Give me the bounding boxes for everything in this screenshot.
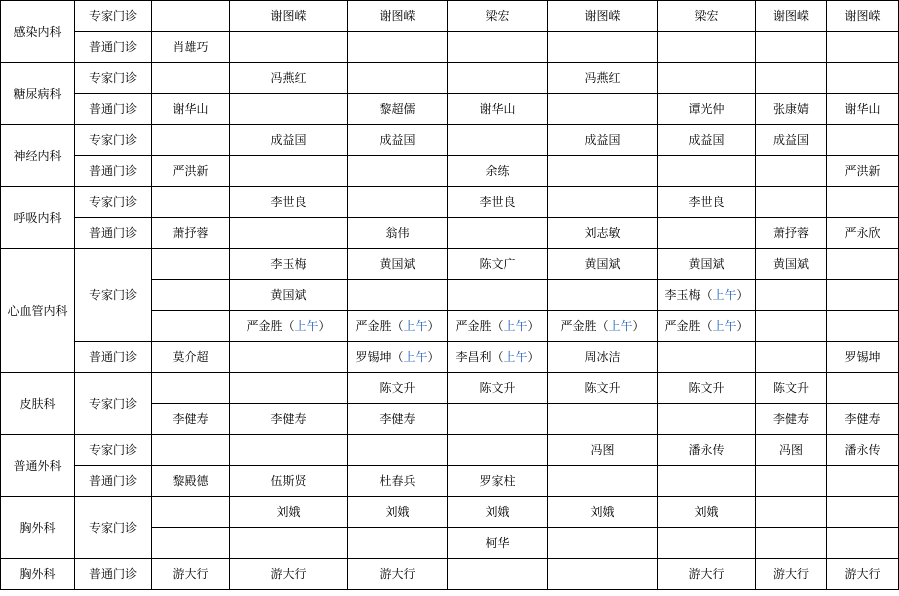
clinic-type-cell: 普通门诊 (75, 559, 152, 590)
doctor-cell: 黄国斌 (230, 280, 348, 311)
clinic-type-cell: 专家门诊 (75, 1, 152, 32)
doctor-cell (827, 125, 899, 156)
department-cell: 皮肤科 (1, 373, 75, 435)
doctor-cell (658, 466, 756, 497)
doctor-cell: 谢图嵘 (827, 1, 899, 32)
doctor-cell (230, 156, 348, 187)
doctor-cell: 游大行 (152, 559, 230, 590)
table-row (1, 125, 899, 156)
doctor-cell: 肖雄巧 (152, 32, 230, 63)
doctor-cell: 罗锡坤 (827, 342, 899, 373)
doctor-cell (827, 63, 899, 94)
doctor-cell: 李世良 (658, 187, 756, 218)
doctor-cell: 莫介超 (152, 342, 230, 373)
doctor-cell (448, 280, 548, 311)
table-row (1, 342, 899, 373)
table-row (1, 435, 899, 466)
doctor-cell (658, 32, 756, 63)
doctor-cell (827, 311, 899, 342)
doctor-cell: 萧抒蓉 (152, 218, 230, 249)
doctor-cell (348, 156, 448, 187)
doctor-cell (827, 373, 899, 404)
doctor-cell (230, 435, 348, 466)
doctor-cell: 成益国 (348, 125, 448, 156)
doctor-cell: 李健寿 (756, 404, 827, 435)
doctor-cell (448, 435, 548, 466)
doctor-cell: 游大行 (658, 559, 756, 590)
doctor-cell (658, 156, 756, 187)
doctor-cell: 严洪新 (152, 156, 230, 187)
doctor-cell (448, 218, 548, 249)
doctor-cell (348, 280, 448, 311)
doctor-cell (348, 63, 448, 94)
doctor-cell: 谢华山 (827, 94, 899, 125)
doctor-cell (658, 404, 756, 435)
doctor-cell: 李健寿 (827, 404, 899, 435)
doctor-cell (548, 94, 658, 125)
department-cell: 普通外科 (1, 435, 75, 497)
doctor-cell: 柯华 (448, 528, 548, 559)
doctor-cell: 陈文升 (348, 373, 448, 404)
doctor-cell: 刘娥 (230, 497, 348, 528)
doctor-cell (548, 559, 658, 590)
doctor-cell: 萧抒蓉 (756, 218, 827, 249)
doctor-cell (448, 559, 548, 590)
clinic-type-cell: 专家门诊 (75, 125, 152, 156)
doctor-cell: 余练 (448, 156, 548, 187)
doctor-cell: 黄国斌 (348, 249, 448, 280)
doctor-cell: 黄国斌 (756, 249, 827, 280)
doctor-cell (230, 342, 348, 373)
doctor-cell: 冯图 (756, 435, 827, 466)
doctor-cell: 谭光仲 (658, 94, 756, 125)
doctor-cell: 谢图嵘 (348, 1, 448, 32)
doctor-cell (152, 373, 230, 404)
table-row (1, 559, 899, 590)
doctor-cell: 陈文广 (448, 249, 548, 280)
doctor-cell: 游大行 (756, 559, 827, 590)
doctor-cell (548, 280, 658, 311)
doctor-cell: 张康婧 (756, 94, 827, 125)
doctor-cell: 严洪新 (827, 156, 899, 187)
doctor-cell: 李昌利（上午） (448, 342, 548, 373)
doctor-cell: 严金胜（上午） (658, 311, 756, 342)
department-cell: 胸外科 (1, 559, 75, 590)
doctor-cell: 成益国 (658, 125, 756, 156)
doctor-cell (756, 280, 827, 311)
department-cell: 胸外科 (1, 497, 75, 559)
doctor-cell: 严金胜（上午） (348, 311, 448, 342)
doctor-cell (448, 404, 548, 435)
doctor-cell (152, 187, 230, 218)
doctor-cell: 罗家柱 (448, 466, 548, 497)
doctor-cell: 陈文升 (658, 373, 756, 404)
department-cell: 感染内科 (1, 1, 75, 63)
table-row (1, 249, 899, 280)
doctor-cell (756, 466, 827, 497)
doctor-cell (548, 32, 658, 63)
doctor-cell (448, 125, 548, 156)
doctor-cell: 刘娥 (548, 497, 658, 528)
doctor-cell: 刘娥 (658, 497, 756, 528)
doctor-cell (827, 280, 899, 311)
doctor-cell (658, 342, 756, 373)
doctor-cell: 谢华山 (448, 94, 548, 125)
doctor-cell: 谢华山 (152, 94, 230, 125)
doctor-cell: 刘娥 (448, 497, 548, 528)
doctor-cell: 黄国斌 (548, 249, 658, 280)
doctor-cell: 严金胜（上午） (448, 311, 548, 342)
doctor-cell (827, 466, 899, 497)
table-row (1, 32, 899, 63)
doctor-cell (658, 528, 756, 559)
table-row (1, 156, 899, 187)
doctor-cell (756, 497, 827, 528)
doctor-cell: 刘娥 (348, 497, 448, 528)
doctor-cell: 黎殿德 (152, 466, 230, 497)
doctor-cell: 陈文升 (756, 373, 827, 404)
doctor-cell (756, 342, 827, 373)
doctor-cell: 翁伟 (348, 218, 448, 249)
doctor-cell: 游大行 (348, 559, 448, 590)
doctor-cell: 冯燕红 (230, 63, 348, 94)
department-cell: 神经内科 (1, 125, 75, 187)
doctor-cell: 严金胜（上午） (230, 311, 348, 342)
doctor-cell (548, 466, 658, 497)
doctor-cell: 谢图嵘 (230, 1, 348, 32)
doctor-cell (756, 32, 827, 63)
doctor-cell (152, 63, 230, 94)
doctor-cell (230, 94, 348, 125)
table-row (1, 94, 899, 125)
doctor-cell (152, 497, 230, 528)
doctor-cell: 罗锡坤（上午） (348, 342, 448, 373)
doctor-cell (827, 497, 899, 528)
doctor-cell (548, 187, 658, 218)
doctor-cell: 陈文升 (548, 373, 658, 404)
doctor-cell: 李玉梅（上午） (658, 280, 756, 311)
doctor-cell (348, 435, 448, 466)
doctor-cell (230, 373, 348, 404)
doctor-cell: 周冰洁 (548, 342, 658, 373)
doctor-cell: 李健寿 (152, 404, 230, 435)
table-row (1, 1, 899, 32)
clinic-type-cell: 专家门诊 (75, 63, 152, 94)
table-row (1, 466, 899, 497)
clinic-type-cell: 普通门诊 (75, 94, 152, 125)
doctor-cell: 黎超儒 (348, 94, 448, 125)
doctor-cell: 刘志敏 (548, 218, 658, 249)
doctor-cell: 成益国 (230, 125, 348, 156)
clinic-type-cell: 专家门诊 (75, 187, 152, 218)
doctor-cell: 梁宏 (658, 1, 756, 32)
table-row (1, 63, 899, 94)
doctor-cell (756, 528, 827, 559)
doctor-cell (152, 1, 230, 32)
doctor-cell (152, 311, 230, 342)
clinic-type-cell: 普通门诊 (75, 218, 152, 249)
doctor-cell (756, 311, 827, 342)
department-cell: 心血管内科 (1, 249, 75, 373)
table-row (1, 373, 899, 404)
clinic-type-cell: 专家门诊 (75, 249, 152, 342)
doctor-cell (348, 528, 448, 559)
doctor-cell (548, 528, 658, 559)
doctor-cell (756, 187, 827, 218)
doctor-cell (756, 63, 827, 94)
doctor-cell: 李世良 (230, 187, 348, 218)
doctor-cell (827, 187, 899, 218)
doctor-cell (658, 218, 756, 249)
doctor-cell (348, 187, 448, 218)
doctor-cell (827, 32, 899, 63)
doctor-cell (827, 249, 899, 280)
doctor-cell: 黄国斌 (658, 249, 756, 280)
clinic-type-cell: 普通门诊 (75, 466, 152, 497)
clinic-type-cell: 专家门诊 (75, 373, 152, 435)
doctor-cell (152, 125, 230, 156)
doctor-cell: 梁宏 (448, 1, 548, 32)
clinic-type-cell: 专家门诊 (75, 435, 152, 466)
doctor-cell: 严永欣 (827, 218, 899, 249)
doctor-cell (448, 32, 548, 63)
doctor-cell (548, 156, 658, 187)
doctor-cell: 冯图 (548, 435, 658, 466)
doctor-cell (152, 528, 230, 559)
doctor-cell: 李玉梅 (230, 249, 348, 280)
clinic-type-cell: 普通门诊 (75, 32, 152, 63)
doctor-cell (827, 528, 899, 559)
doctor-cell: 李健寿 (348, 404, 448, 435)
doctor-cell: 游大行 (230, 559, 348, 590)
table-row (1, 218, 899, 249)
doctor-cell (548, 404, 658, 435)
doctor-cell (658, 63, 756, 94)
doctor-cell (152, 249, 230, 280)
doctor-cell (230, 528, 348, 559)
doctor-cell: 李健寿 (230, 404, 348, 435)
department-cell: 糖尿病科 (1, 63, 75, 125)
doctor-cell: 李世良 (448, 187, 548, 218)
doctor-cell (152, 280, 230, 311)
clinic-type-cell: 普通门诊 (75, 156, 152, 187)
doctor-cell: 游大行 (827, 559, 899, 590)
doctor-cell (448, 63, 548, 94)
doctor-cell: 谢图嵘 (548, 1, 658, 32)
table-row (1, 497, 899, 528)
doctor-cell: 冯燕红 (548, 63, 658, 94)
doctor-cell: 伍斯贤 (230, 466, 348, 497)
doctor-cell: 严金胜（上午） (548, 311, 658, 342)
table-row (1, 187, 899, 218)
doctor-cell: 陈文升 (448, 373, 548, 404)
doctor-cell: 潘永传 (658, 435, 756, 466)
doctor-cell (152, 435, 230, 466)
doctor-cell: 成益国 (756, 125, 827, 156)
doctor-cell: 成益国 (548, 125, 658, 156)
doctor-cell (230, 32, 348, 63)
doctor-cell: 谢图嵘 (756, 1, 827, 32)
clinic-type-cell: 普通门诊 (75, 342, 152, 373)
doctor-cell (230, 218, 348, 249)
doctor-cell: 杜春兵 (348, 466, 448, 497)
clinic-type-cell: 专家门诊 (75, 497, 152, 559)
doctor-cell (348, 32, 448, 63)
doctor-cell (756, 156, 827, 187)
doctor-cell: 潘永传 (827, 435, 899, 466)
department-cell: 呼吸内科 (1, 187, 75, 249)
